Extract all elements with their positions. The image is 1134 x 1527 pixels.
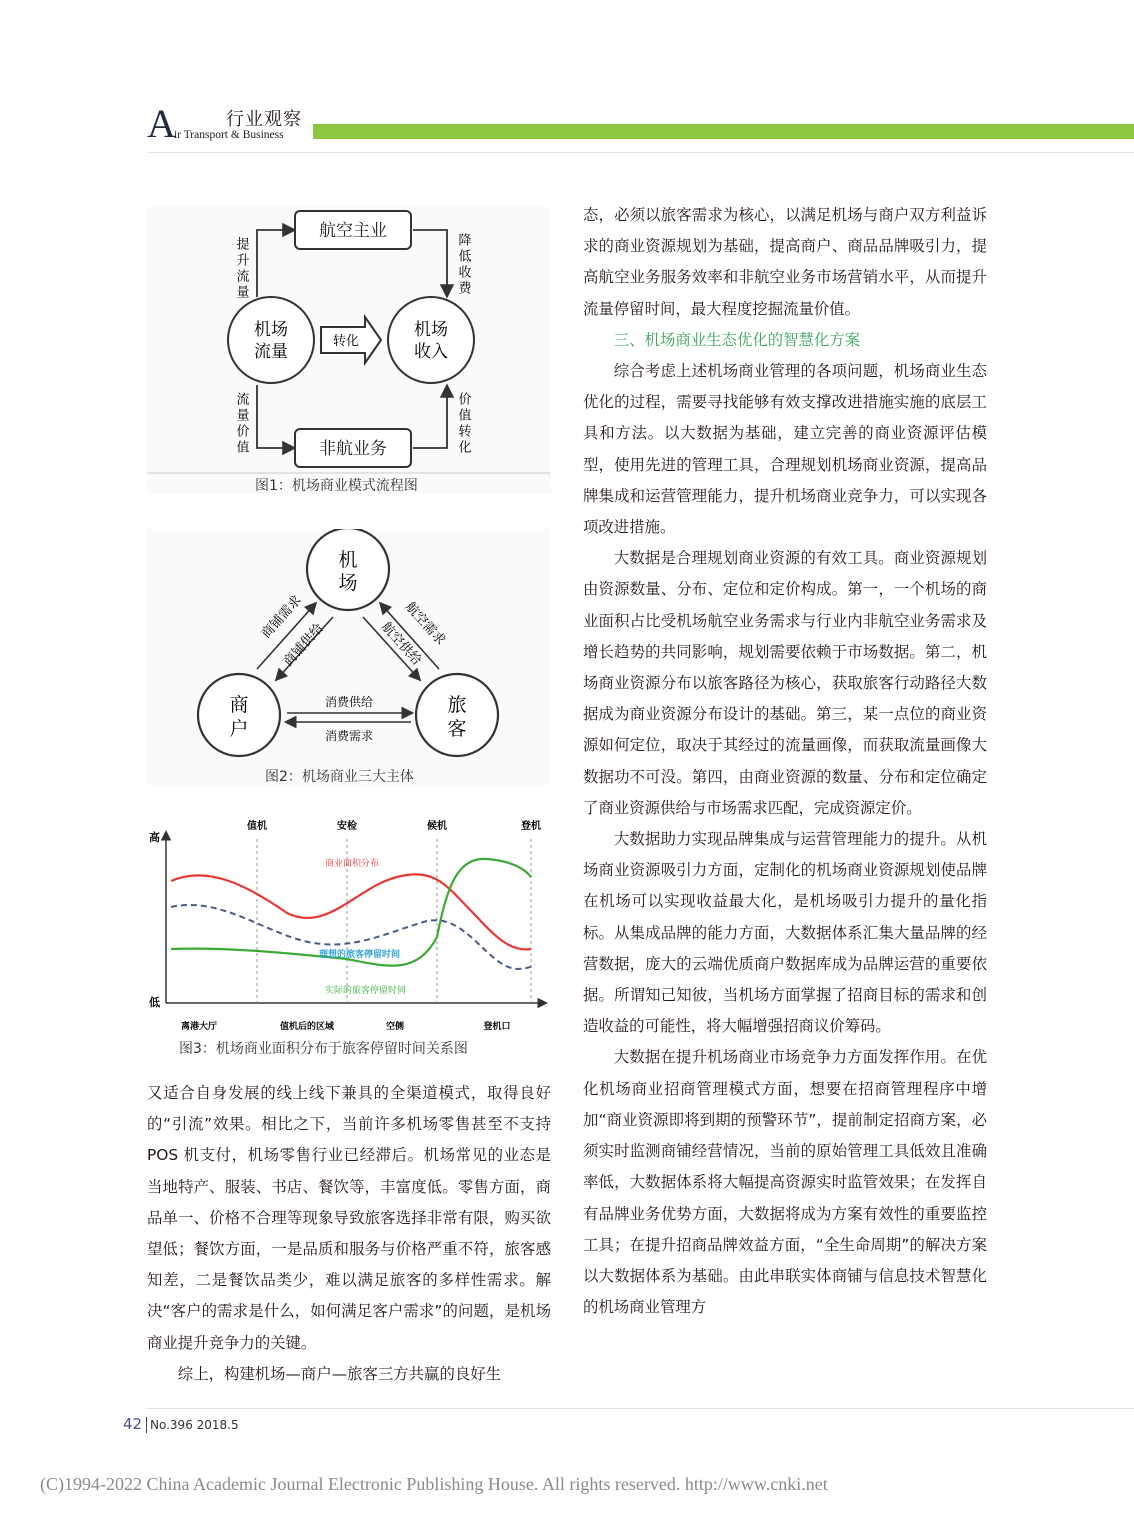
x-label-post-checkin: 值机后的区域: [279, 1022, 335, 1032]
revenue-circle-line1: 机场: [414, 320, 448, 340]
merchant-char1: 商: [229, 694, 249, 716]
header-accent-bar: [313, 124, 1134, 139]
figure-1-diagram: [147, 207, 551, 494]
airport-char2: 场: [338, 572, 358, 594]
figure-2-diagram: [147, 529, 551, 785]
figure-2-caption: 图2：机场商业三大主体: [265, 769, 414, 785]
aviation-box-label: 航空主业: [319, 221, 387, 241]
traffic-circle: [228, 297, 314, 383]
label-lower-fees: 降低收费: [455, 233, 471, 297]
y-high-label: 高: [149, 831, 160, 844]
issue-info: No.396 2018.5: [150, 1418, 239, 1432]
label-shop-supply: 商铺供给: [280, 620, 327, 670]
header-divider: [147, 152, 1134, 153]
right-paragraph-2: 综合考虑上述机场商业管理的各项问题，机场商业生态优化的过程，需要寻找能够有效支撑改进措施实施的底层工具和方法。以大数据为基础，建立完善的商业资源评估模型，使用先进的管理工具，合理规划机场商业资源，提高品牌集成和运营管理能力，提升机场商业竞争力，可以实现各项改进措施。: [583, 362, 987, 537]
series-label-ideal: 理想的旅客停留时间: [319, 950, 401, 960]
journal-logo-letter: A: [147, 101, 176, 146]
traffic-circle-line2: 流量: [254, 342, 288, 362]
copyright-notice: (C)1994-2022 China Academic Journal Electronic Publishing House. All rights reserved. http://www.cnki.net: [40, 1474, 828, 1494]
merchant-char2: 户: [229, 718, 249, 740]
arrow-nonaviation-to-revenue: [413, 387, 447, 448]
arrow-aviation-to-revenue: [413, 230, 447, 295]
label-traffic-value: 流量价值: [233, 392, 249, 456]
revenue-circle: [388, 297, 474, 383]
right-paragraph-3: 大数据是合理规划商业资源的有效工具。商业资源规划由资源数量、分布、定位和定价构成。第一，一个机场的商业面积占比受机场航空业务需求与行业内非航空业务需求及增长趋势的共同影响，规划需要依赖于市场数据。第二，机场商业资源分布以旅客路径为核心，获取旅客行动路径大数据成为商业资源分布设计的基础。第三，某一点位的商业资源如何定位，取决于其经过的流量画像，而获取流量画像大数据功不可没。第四，由商业资源的数量、分布和定位确定了商业资源供给与市场需求匹配，完成资源定价。: [583, 549, 987, 817]
left-paragraph-1: 又适合自身发展的线上线下兼具的全渠道模式，取得良好的“引流”效果。相比之下，当前许多机场零售甚至不支持 POS 机支付，机场零售行业已经滞后。机场常见的业态是当地特产、服装、书店、餐饮等，丰富度低。零售方面，商品单一、价格不合理等现象导致旅客选择非常有限，购买欲望低；餐饮方面，一是品质和服务与价格严重不符，旅客感知差，二是餐饮品类少，难以满足旅客的多样性需求。解决“客户的需求是什么，如何满足客户需求”的问题，是机场商业提升竞争力的关键。: [147, 1084, 551, 1352]
y-low-label: 低: [149, 996, 160, 1009]
passenger-char1: 旅: [447, 694, 467, 716]
footer-divider: [147, 1408, 1134, 1409]
x-label-departure-hall: 离港大厅: [180, 1022, 218, 1032]
label-air-supply: 航空供给: [378, 619, 424, 669]
stage-security: 安检: [337, 821, 357, 832]
x-label-airside: 空侧: [385, 1022, 405, 1032]
right-paragraph-1: 态，必须以旅客需求为核心，以满足机场与商户双方利益诉求的商业资源规划为基础，提高商户、商品品牌吸引力，提高航空业务服务效率和非航空业务市场营销水平，从而提升流量停留时间，最大程度挖掘流量价值。: [583, 206, 987, 318]
left-column: [147, 1078, 551, 1390]
figure-3-chart: [147, 817, 551, 1057]
label-shop-demand: 商铺需求: [258, 592, 305, 642]
series-label-actual: 实际的旅客停留时间: [325, 986, 407, 996]
stage-checkin: 值机: [247, 821, 267, 832]
figure-1-caption: 图1：机场商业模式流程图: [255, 478, 418, 494]
figure-1: [147, 207, 551, 494]
label-consume-supply: 消费供给: [324, 695, 374, 709]
right-paragraph-5: 大数据在提升机场商业市场竞争力方面发挥作用。在优化机场商业招商管理模式方面，想要在招商管理程序中增加“商业资源即将到期的预警环节”，提前制定招商方案，必须实时监测商铺经营情况，当前的原始管理工具低效且准确率低，大数据体系将大幅提高资源实时监管效果；在发挥自有品牌业务优势方面，大数据将成为方案有效性的重要监控工具；在提升招商品牌效益方面，“全生命周期”的解决方案以大数据体系为基础。由此串联实体商铺与信息技术智慧化的机场商业管理方: [583, 1048, 987, 1317]
stage-boarding: 登机: [521, 821, 541, 832]
section-title: 行业观察: [226, 109, 302, 130]
airport-char1: 机: [338, 549, 358, 571]
label-raise-traffic: 提升流量: [233, 237, 249, 301]
figure-3: [147, 817, 551, 1057]
figure-2: [147, 529, 551, 785]
arrow-traffic-to-nonaviation: [257, 385, 293, 448]
arrow-traffic-to-aviation: [257, 230, 293, 297]
passenger-char2: 客: [447, 718, 467, 740]
traffic-circle-line1: 机场: [254, 320, 288, 340]
series-label-commercial: 商业面积分布: [325, 859, 380, 869]
page-number: 42: [123, 1415, 143, 1433]
right-column: [583, 200, 987, 1323]
right-paragraph-4: 大数据助力实现品牌集成与运营管理能力的提升。从机场商业资源吸引力方面，定制化的机场商业资源规划使品牌在机场可以实现收益最大化，是机场吸引力提升的量化指标。从集成品牌的能力方面，大数据体系汇集大量品牌的经营数据，庞大的云端优质商户数据库成为品牌运营的重要依据。所谓知己知彼，当机场方面掌握了招商目标的需求和创造收益的可能性，将大幅增强招商议价筹码。: [583, 830, 987, 1036]
label-value-convert: 价值转化: [455, 392, 471, 456]
revenue-circle-line2: 收入: [414, 342, 448, 362]
footer-separator: [146, 1417, 147, 1433]
journal-subtitle: ir Transport & Business: [174, 129, 284, 141]
convert-label: 转化: [332, 334, 360, 349]
label-consume-demand: 消费需求: [324, 729, 374, 743]
non-aviation-box-label: 非航业务: [319, 439, 387, 459]
left-paragraph-2: 综上，构建机场—商户—旅客三方共赢的良好生: [177, 1364, 502, 1383]
stage-waiting: 候机: [427, 821, 447, 832]
section-heading: 三、机场商业生态优化的智慧化方案: [613, 330, 861, 349]
x-label-gate: 登机口: [483, 1022, 511, 1032]
figure-3-caption: 图3：机场商业面积分布于旅客停留时间关系图: [179, 1041, 468, 1057]
label-air-demand: 航空需求: [402, 599, 448, 649]
